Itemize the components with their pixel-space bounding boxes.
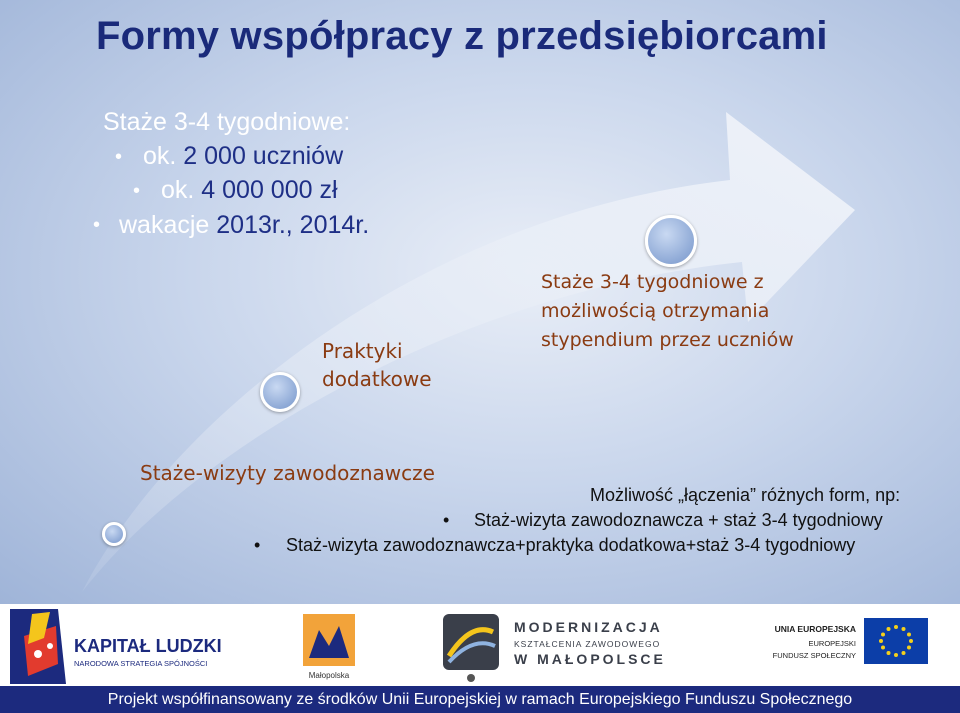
logo-bar <box>0 604 960 686</box>
intro-heading <box>103 108 350 137</box>
step2-label <box>322 337 432 393</box>
kl-subtitle: NARODOWA STRATEGIA SPÓJNOŚCI <box>74 659 208 668</box>
intro-item-pupils <box>143 142 343 171</box>
intro-item-period <box>119 211 369 240</box>
kl-title: KAPITAŁ LUDZKI <box>74 636 222 656</box>
bullet-icon: • <box>443 510 450 530</box>
intro-item-pupils-prefix: ok. <box>143 142 184 170</box>
ue-line1: UNIA EUROPEJSKA <box>774 624 856 634</box>
ue-line2: EUROPEJSKI <box>808 639 856 648</box>
intro-item-pupils-value: 2 000 uczniów <box>183 142 344 170</box>
intro-item-period-value: 2013r., 2014r. <box>216 211 370 239</box>
combination-heading: Możliwość „łączenia” różnych form, np: <box>590 485 901 505</box>
bullet-icon: • <box>115 146 123 168</box>
intro-item-funds-value: 4 000 000 zł <box>201 176 338 204</box>
ue-text <box>750 622 860 682</box>
bullet-icon: • <box>254 535 261 555</box>
step2-label-line2: dodatkowe <box>322 367 432 391</box>
bullet-icon: • <box>93 214 101 236</box>
step2-label-line1: Praktyki <box>322 339 403 363</box>
step3-marker <box>645 215 697 267</box>
malopolska-logo <box>301 612 357 682</box>
footer: Projekt współfinansowany ze środków Unii Europejskiej w ramach Europejskiego Funduszu Społecznego <box>0 686 960 713</box>
kapital-ludzki-logo <box>10 604 270 686</box>
intro-heading-text: Staże 3-4 tygodniowe: <box>103 108 351 136</box>
intro-item-funds <box>161 176 338 205</box>
modernizacja-emblem <box>441 612 501 682</box>
step1-label: Staże-wizyty zawodoznawcze <box>140 461 435 485</box>
mod-line1: MODERNIZACJA <box>514 619 663 635</box>
combination-option-1: Staż-wizyta zawodoznawcza + staż 3-4 tygodniowy <box>474 510 883 530</box>
step3-label-line3: stypendium przez uczniów <box>541 329 794 351</box>
step3-label <box>541 268 794 355</box>
step2-marker <box>260 372 300 412</box>
step1-marker <box>102 522 126 546</box>
mod-line2: KSZTAŁCENIA ZAWODOWEGO <box>514 639 661 649</box>
malopolska-caption: Małopolska <box>308 671 350 680</box>
intro-item-period-prefix: wakacje <box>119 211 217 239</box>
page-title: Formy współpracy z przedsiębiorcami <box>96 14 828 58</box>
mod-line3: W MAŁOPOLSCE <box>514 651 666 667</box>
modernizacja-text <box>514 614 714 684</box>
intro-item-funds-prefix: ok. <box>161 176 202 204</box>
eu-flag-icon <box>864 618 928 664</box>
ue-line3: FUNDUSZ SPOŁECZNY <box>772 651 856 660</box>
combination-option-2: Staż-wizyta zawodoznawcza+praktyka dodatkowa+staż 3-4 tygodniowy <box>286 535 856 555</box>
step3-label-line1: Staże 3-4 tygodniowe z <box>541 271 764 293</box>
bullet-icon: • <box>133 180 141 202</box>
step3-label-line2: możliwością otrzymania <box>541 300 770 322</box>
